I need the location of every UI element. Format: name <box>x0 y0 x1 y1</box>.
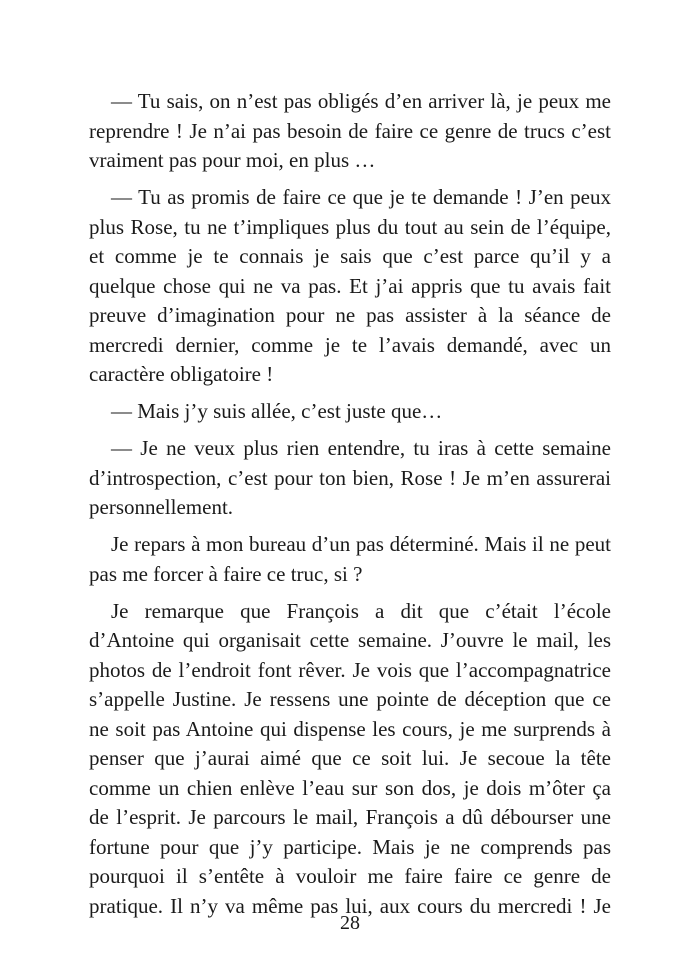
text-line: — Mais j’y suis allée, c’est juste que… <box>111 399 443 423</box>
text-line: d’introspection, c’est pour ton bien, Rose ! Je m’en assurerai <box>89 465 611 490</box>
text-line: de l’esprit. Je parcours le mail, François a dû débourser une <box>89 805 611 829</box>
text-line: caractère obligatoire ! <box>89 362 274 386</box>
paragraph <box>89 530 611 589</box>
text-line: Je remarque que François a dit que c’était l’école <box>111 598 611 623</box>
text-line: photos de l’endroit font rêver. Je vois que l’accompagnatrice <box>89 657 611 682</box>
page-body <box>89 87 611 929</box>
text-line: pratique. Il n’y va même pas lui, aux cours du mercredi ! Je <box>89 893 611 918</box>
paragraph <box>89 397 611 427</box>
text-line: d’Antoine qui organisait cette semaine. J’ouvre le mail, les <box>89 628 611 652</box>
text-line: fortune pour que j’y participe. Mais je ne comprends pas <box>89 834 611 859</box>
text-line: — Je ne veux plus rien entendre, tu iras à cette semaine <box>111 436 611 460</box>
paragraph <box>89 597 611 922</box>
text-line: et comme je te connais je sais que c’est parce qu’il y a <box>89 244 611 268</box>
text-line: — Tu sais, on n’est pas obligés d’en arriver là, je peux me <box>111 89 611 113</box>
text-line: penser que j’aurai aimé que ce soit lui. Je secoue la tête <box>89 746 611 770</box>
text-line: — Tu as promis de faire ce que je te demande ! J’en peux <box>111 185 611 209</box>
text-line: vraiment pas pour moi, en plus … <box>89 148 376 172</box>
paragraph <box>89 183 611 390</box>
text-line: s’appelle Justine. Je ressens une pointe de déception que ce <box>89 687 611 711</box>
text-line: comme un chien enlève l’eau sur son dos, je dois m’ôter ça <box>89 775 611 800</box>
text-line: mercredi dernier, comme je te l’avais demandé, avec un <box>89 332 611 357</box>
text-line: ne soit pas Antoine qui dispense les cours, je me surprends à <box>89 716 611 741</box>
text-line: pas me forcer à faire ce truc, si ? <box>89 561 363 586</box>
text-line: plus Rose, tu ne t’impliques plus du tout au sein de l’équipe, <box>89 214 611 239</box>
text-line: reprendre ! Je n’ai pas besoin de faire ce genre de trucs c’est <box>89 118 611 143</box>
text-line: personnellement. <box>89 495 234 519</box>
text-line: Je repars à mon bureau d’un pas déterminé. Mais il ne peut <box>111 532 611 556</box>
page-number: 28 <box>340 912 360 934</box>
text-line: preuve d’imagination pour ne pas assister à la séance de <box>89 303 611 327</box>
text-line: quelque chose qui ne va pas. Et j’ai appris que tu avais fait <box>89 273 611 298</box>
text-line: pourquoi il s’entête à vouloir me faire faire ce genre de <box>89 864 611 888</box>
paragraph <box>89 87 611 176</box>
paragraph <box>89 434 611 523</box>
